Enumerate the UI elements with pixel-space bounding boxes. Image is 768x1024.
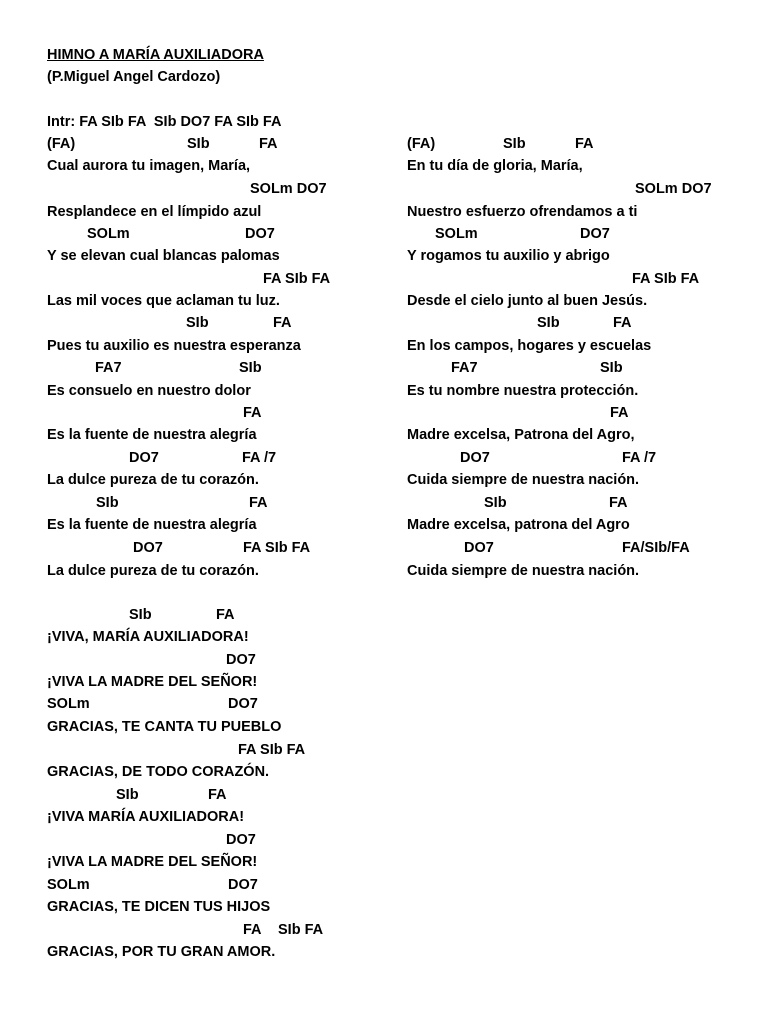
chord: FA7 bbox=[451, 360, 478, 376]
lyric-line: En los campos, hogares y escuelas bbox=[407, 338, 652, 354]
song-author: (P.Miguel Angel Cardozo) bbox=[47, 69, 221, 85]
chord: FA bbox=[243, 922, 262, 938]
chord: FA bbox=[613, 315, 632, 331]
chord: FA bbox=[208, 787, 227, 803]
chord: SIb bbox=[187, 136, 210, 152]
lyric-line: Pues tu auxilio es nuestra esperanza bbox=[47, 338, 301, 354]
chorus-line: ¡VIVA LA MADRE DEL SEÑOR! bbox=[47, 674, 258, 690]
chorus-line: ¡VIVA, MARÍA AUXILIADORA! bbox=[47, 629, 249, 645]
chord: FA bbox=[609, 495, 628, 511]
chord: FA bbox=[259, 136, 278, 152]
chord: SIb bbox=[484, 495, 507, 511]
chorus-line: GRACIAS, TE CANTA TU PUEBLO bbox=[47, 719, 282, 735]
chord: DO7 bbox=[228, 877, 258, 893]
chord: DO7 bbox=[245, 226, 275, 242]
chord: FA SIb FA bbox=[243, 540, 311, 556]
chord: SIb bbox=[537, 315, 560, 331]
chorus-line: ¡VIVA MARÍA AUXILIADORA! bbox=[47, 809, 245, 825]
lyric-line: Resplandece en el límpido azul bbox=[47, 204, 262, 220]
chorus-line: GRACIAS, POR TU GRAN AMOR. bbox=[47, 944, 276, 960]
chord: SIb FA bbox=[278, 922, 324, 938]
lyric-line: La dulce pureza de tu corazón. bbox=[47, 472, 259, 488]
lyric-line: Cual aurora tu imagen, María, bbox=[47, 158, 251, 174]
intro-chords: Intr: FA SIb FA SIb DO7 FA SIb FA bbox=[47, 114, 282, 130]
chorus-line: ¡VIVA LA MADRE DEL SEÑOR! bbox=[47, 854, 258, 870]
chord: SIb bbox=[129, 607, 152, 623]
chord: FA/SIb/FA bbox=[622, 540, 690, 556]
chord: SIb bbox=[186, 315, 209, 331]
lyric-line: En tu día de gloria, María, bbox=[407, 158, 583, 174]
chord: FA bbox=[610, 405, 629, 421]
lyric-line: Es tu nombre nuestra protección. bbox=[407, 383, 639, 399]
chord: SIb bbox=[239, 360, 262, 376]
lyric-line: La dulce pureza de tu corazón. bbox=[47, 563, 259, 579]
lyric-line: Y se elevan cual blancas palomas bbox=[47, 248, 280, 264]
chord: SOLm bbox=[435, 226, 478, 242]
chord: SOLm DO7 bbox=[635, 181, 712, 197]
chord: SIb bbox=[600, 360, 623, 376]
chord: DO7 bbox=[129, 450, 159, 466]
lyric-line: Las mil voces que aclaman tu luz. bbox=[47, 293, 280, 309]
lyric-line: Y rogamos tu auxilio y abrigo bbox=[407, 248, 610, 264]
lyric-line: Nuestro esfuerzo ofrendamos a ti bbox=[407, 204, 638, 220]
chord: SIb bbox=[503, 136, 526, 152]
lyric-line: Es consuelo en nuestro dolor bbox=[47, 383, 251, 399]
chord: FA bbox=[575, 136, 594, 152]
chord: FA7 bbox=[95, 360, 122, 376]
chord: DO7 bbox=[226, 832, 256, 848]
chord: FA /7 bbox=[622, 450, 657, 466]
lyric-line: Madre excelsa, patrona del Agro bbox=[407, 517, 630, 533]
chord: DO7 bbox=[226, 652, 256, 668]
chord: FA SIb FA bbox=[238, 742, 306, 758]
chord: SOLm DO7 bbox=[250, 181, 327, 197]
chord: FA /7 bbox=[242, 450, 277, 466]
chord: SOLm bbox=[87, 226, 130, 242]
chord: (FA) bbox=[47, 136, 76, 152]
lyric-line: Es la fuente de nuestra alegría bbox=[47, 427, 257, 443]
lyric-line: Cuida siempre de nuestra nación. bbox=[407, 472, 640, 488]
chord: SOLm bbox=[47, 696, 90, 712]
chord: DO7 bbox=[464, 540, 494, 556]
chord: DO7 bbox=[133, 540, 163, 556]
chord: DO7 bbox=[228, 696, 258, 712]
chord: SOLm bbox=[47, 877, 90, 893]
lyric-line: Madre excelsa, Patrona del Agro, bbox=[407, 427, 635, 443]
lyric-line: Desde el cielo junto al buen Jesús. bbox=[407, 293, 648, 309]
chord: FA bbox=[273, 315, 292, 331]
chorus-line: GRACIAS, TE DICEN TUS HIJOS bbox=[47, 899, 271, 915]
chord: DO7 bbox=[460, 450, 490, 466]
chorus-line: GRACIAS, DE TODO CORAZÓN. bbox=[47, 764, 270, 780]
lyric-line: Es la fuente de nuestra alegría bbox=[47, 517, 257, 533]
song-title: HIMNO A MARÍA AUXILIADORA bbox=[47, 47, 264, 63]
chord: SIb bbox=[96, 495, 119, 511]
chord: FA SIb FA bbox=[263, 271, 331, 287]
chord: FA bbox=[249, 495, 268, 511]
chord: FA bbox=[216, 607, 235, 623]
lyric-line: Cuida siempre de nuestra nación. bbox=[407, 563, 640, 579]
chord: DO7 bbox=[580, 226, 610, 242]
chord: FA SIb FA bbox=[632, 271, 700, 287]
chord: SIb bbox=[116, 787, 139, 803]
chord: (FA) bbox=[407, 136, 436, 152]
chord: FA bbox=[243, 405, 262, 421]
